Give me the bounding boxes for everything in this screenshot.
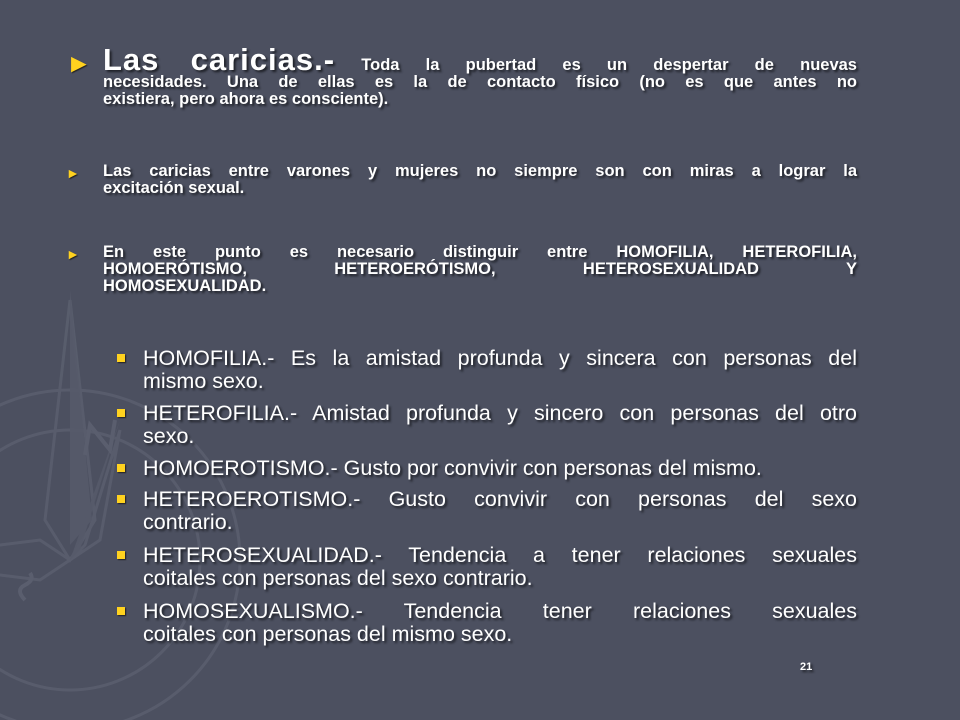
definition-line: HETEROEROTISMO.- Gusto convivir con personas del sexo	[143, 487, 857, 511]
paragraph-line: HOMOERÓTISMO, HETEROERÓTISMO, HETEROSEXUALIDAD Y	[103, 260, 857, 278]
definition-line: HOMOFILIA.- Es la amistad profunda y sincera con personas del	[143, 346, 857, 370]
definition-heterofilia	[143, 402, 857, 448]
heading-continuation: Toda la pubertad es un despertar de nuevas	[361, 56, 857, 74]
paragraph-line: Las caricias entre varones y mujeres no siempre son con miras a lograr la	[103, 162, 857, 180]
definition-homofilia	[143, 347, 857, 393]
paragraph-line: En este punto es necesario distinguir entre HOMOFILIA, HETEROFILIA,	[103, 243, 857, 261]
paragraph-line: excitación sexual.	[103, 179, 245, 197]
page-number: 21	[800, 661, 813, 673]
definition-line: HOMOEROTISMO.- Gusto por convivir con personas del mismo.	[143, 456, 762, 480]
square-bullet-icon	[117, 551, 125, 559]
definition-heterosexualidad	[143, 544, 857, 590]
definition-line: HOMOSEXUALISMO.- Tendencia tener relaciones sexuales	[143, 599, 857, 623]
definition-line: mismo sexo.	[143, 369, 264, 393]
definition-line: coitales con personas del mismo sexo.	[143, 622, 513, 646]
square-bullet-icon	[117, 464, 125, 472]
paragraph-distinguir	[103, 244, 857, 295]
definition-line: sexo.	[143, 424, 195, 448]
triangle-arrow-icon: ►	[66, 165, 80, 181]
definition-homosexualismo	[143, 600, 857, 646]
paragraph-line: HOMOSEXUALIDAD.	[103, 277, 267, 295]
paragraph-line: existiera, pero ahora es consciente).	[103, 90, 389, 108]
triangle-arrow-icon: ►	[66, 48, 92, 78]
paragraph-line: necesidades. Una de ellas es la de contacto físico (no es que antes no	[103, 73, 857, 91]
definition-heteroerotismo	[143, 488, 857, 534]
definition-homoerotismo	[143, 457, 857, 480]
square-bullet-icon	[117, 607, 125, 615]
paragraph-caricias-varones-mujeres	[103, 163, 857, 197]
definition-line: coitales con personas del sexo contrario.	[143, 566, 533, 590]
square-bullet-icon	[117, 495, 125, 503]
heading-caricias: Las caricias.-	[103, 42, 336, 77]
square-bullet-icon	[117, 409, 125, 417]
triangle-arrow-icon: ►	[66, 246, 80, 262]
paragraph-caricias	[103, 44, 857, 108]
definition-line: contrario.	[143, 510, 233, 534]
definition-line: HETEROSEXUALIDAD.- Tendencia a tener relaciones sexuales	[143, 543, 857, 567]
paragraph-line	[103, 42, 857, 77]
definition-line: HETEROFILIA.- Amistad profunda y sincero con personas del otro	[143, 401, 857, 425]
square-bullet-icon	[117, 354, 125, 362]
